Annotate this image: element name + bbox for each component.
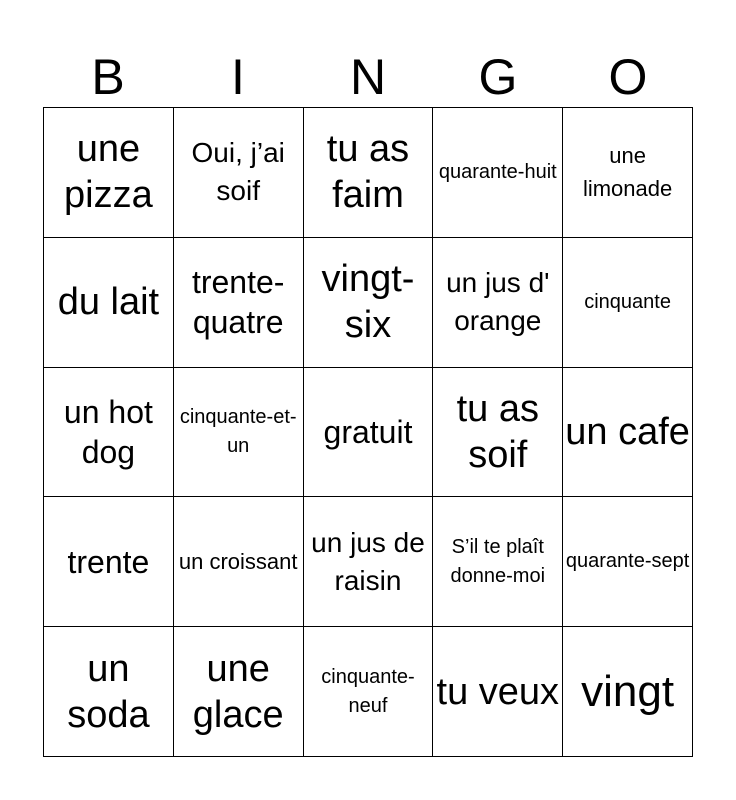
bingo-cell[interactable] [433,238,563,368]
bingo-cell[interactable] [304,108,434,238]
header-letter-i: I [231,49,245,105]
bingo-cell[interactable] [304,627,434,757]
cell-text: trente [67,543,150,580]
bingo-cell[interactable] [44,108,174,238]
bingo-cell[interactable] [433,627,563,757]
bingo-cell[interactable] [304,238,434,368]
cell-text: Oui, j’ai soif [191,137,285,207]
cell-text: une limonade [582,143,673,202]
bingo-cell[interactable] [433,497,563,627]
cell-text: une pizza [64,128,153,217]
cell-text: cinquante-et-un [179,405,297,457]
cell-text: un soda [67,647,150,736]
cell-text: un jus de raisin [311,526,425,596]
bingo-cell[interactable] [174,497,304,627]
cell-text: cinquante [584,290,671,313]
cell-text: un hot dog [63,393,153,470]
bingo-cell[interactable] [563,238,693,368]
bingo-cell[interactable] [433,368,563,498]
cell-text: S’il te plaît donne-moi [450,535,546,587]
cell-text: vingt [581,666,675,716]
bingo-header [43,48,693,106]
cell-text: cinquante-neuf [321,665,415,717]
bingo-cell[interactable] [563,627,693,757]
cell-text: un cafe [565,410,690,453]
bingo-cell[interactable] [44,627,174,757]
bingo-cell[interactable] [174,108,304,238]
bingo-cell[interactable] [563,497,693,627]
bingo-cell[interactable] [44,368,174,498]
cell-text: un croissant [178,549,298,575]
cell-text: un jus d' orange [446,267,550,337]
cell-text: une glace [192,647,284,736]
header-letter-n: N [349,49,387,105]
bingo-cell[interactable] [563,108,693,238]
cell-text: quarante-sept [565,550,690,573]
bingo-cell[interactable] [44,238,174,368]
bingo-cell[interactable] [304,368,434,498]
cell-text: trente-quatre [191,264,285,341]
header-letter-g: G [478,49,518,105]
cell-text: tu as faim [326,128,410,217]
bingo-grid [43,107,693,757]
cell-text: gratuit [323,413,413,450]
header-letter-b: B [91,49,125,105]
bingo-cell[interactable] [174,368,304,498]
bingo-cell[interactable] [44,497,174,627]
cell-text: du lait [57,281,160,324]
cell-text: tu as soif [456,387,539,476]
cell-text: vingt-six [321,258,415,347]
cell-text: quarante-huit [438,160,557,183]
cell-text: tu veux [436,670,560,713]
bingo-cell[interactable] [174,238,304,368]
bingo-cell[interactable] [563,368,693,498]
bingo-cell[interactable] [304,497,434,627]
bingo-cell[interactable] [174,627,304,757]
bingo-cell[interactable] [433,108,563,238]
header-letter-o: O [608,49,648,105]
